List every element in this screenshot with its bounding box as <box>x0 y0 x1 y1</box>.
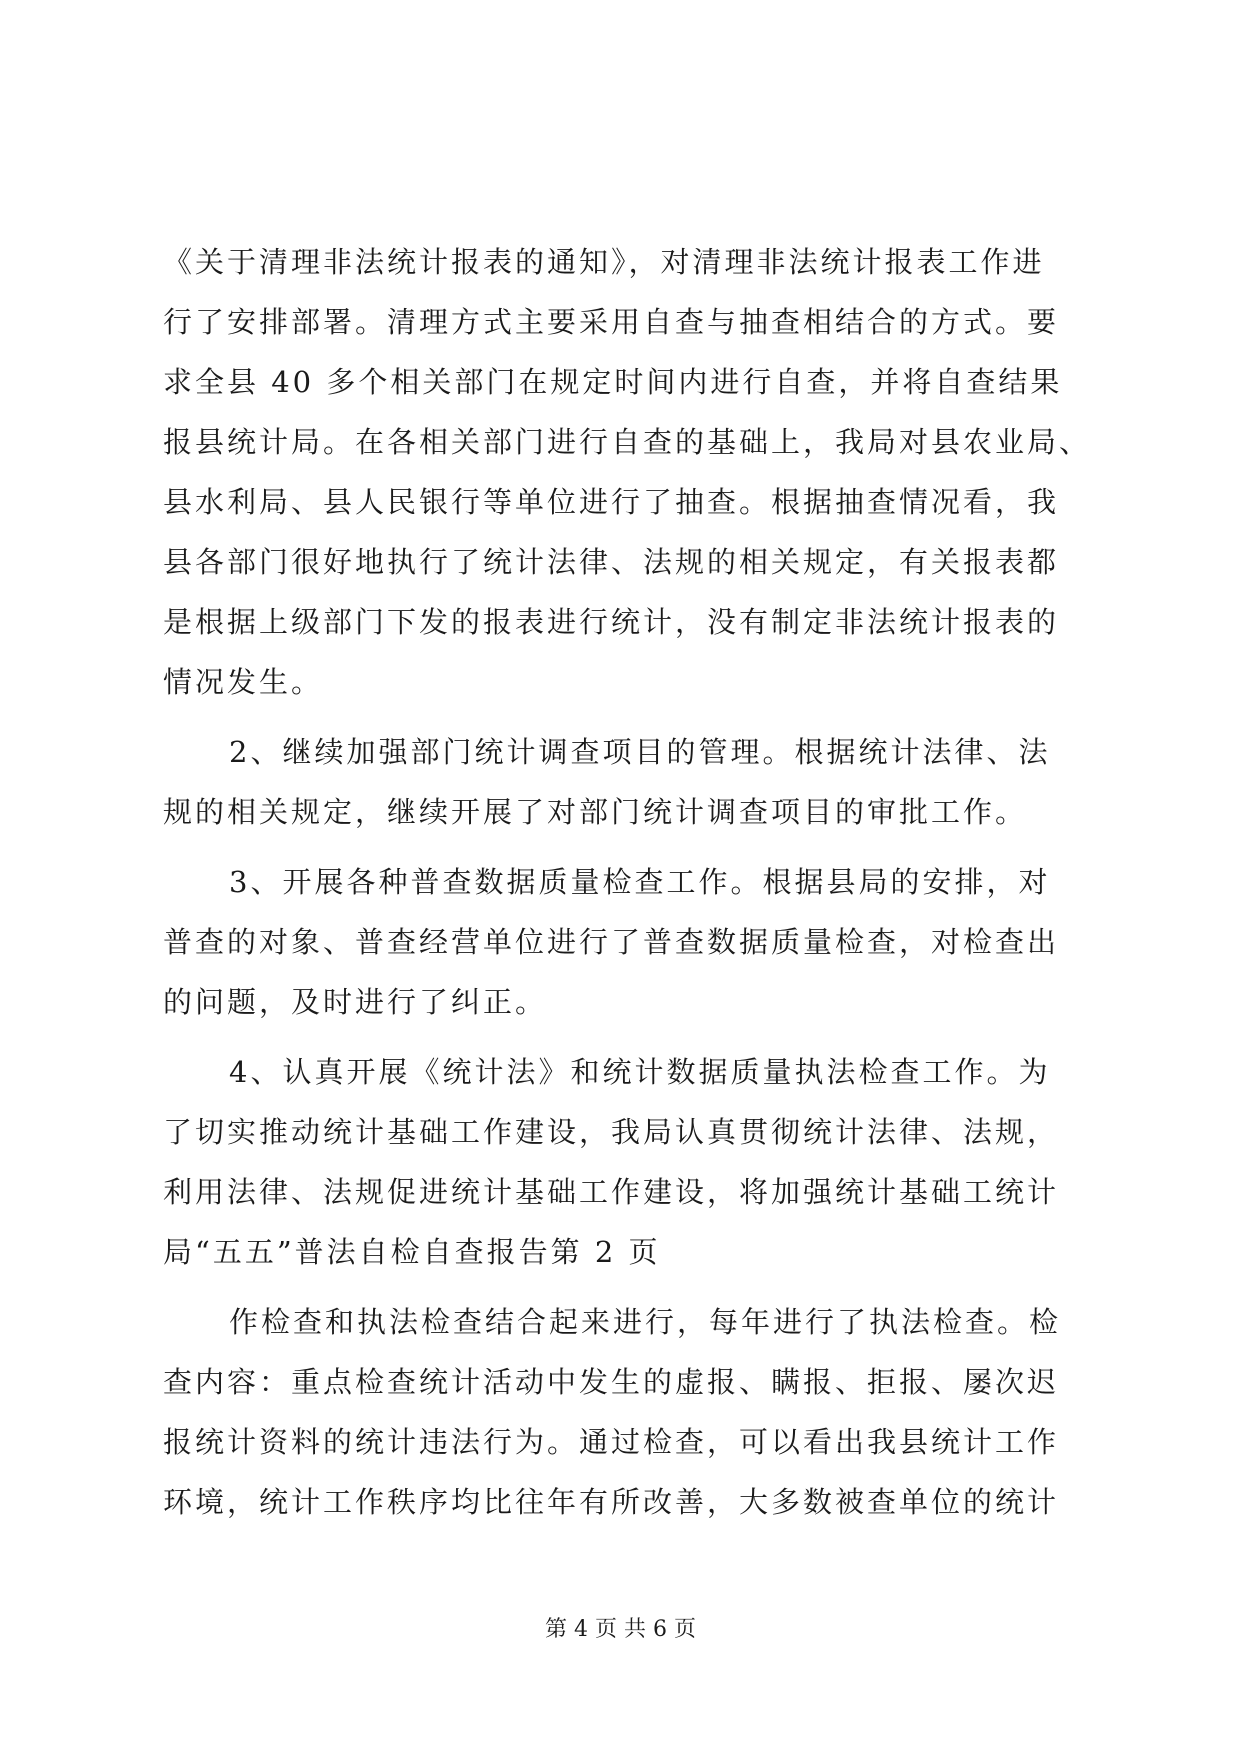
text-line: 的问题，及时进行了纠正。 <box>163 985 548 1019</box>
text-line: 作检查和执法检查结合起来进行，每年进行了执法检查。检 <box>229 1305 1062 1339</box>
text-line: 求全县 40 多个相关部门在规定时间内进行自查，并将自查结果 <box>163 365 1063 399</box>
text-line: 环境，统计工作秩序均比往年有所改善，大多数被查单位的统计 <box>163 1485 1060 1519</box>
text-line: 是根据上级部门下发的报表进行统计，没有制定非法统计报表的 <box>163 605 1060 639</box>
text-line: 局“五五”普法自检自查报告第 2 页 <box>163 1235 661 1269</box>
text-line: 2、继续加强部门统计调查项目的管理。根据统计法律、法 <box>229 735 1051 769</box>
text-line: 报县统计局。在各相关部门进行自查的基础上，我局对县农业局、 <box>163 425 1092 459</box>
text-line: 了切实推动统计基础工作建设，我局认真贯彻统计法律、法规， <box>163 1115 1060 1149</box>
text-line: 利用法律、法规促进统计基础工作建设，将加强统计基础工统计 <box>163 1175 1060 1209</box>
text-line: 情况发生。 <box>163 665 324 699</box>
text-line: 报统计资料的统计违法行为。通过检查，可以看出我县统计工作 <box>163 1425 1060 1459</box>
document-body <box>163 232 1092 1532</box>
text-line: 县水利局、县人民银行等单位进行了抽查。根据抽查情况看，我 <box>163 485 1060 519</box>
text-line: 规的相关规定，继续开展了对部门统计调查项目的审批工作。 <box>163 795 1028 829</box>
text-line: 普查的对象、普查经营单位进行了普查数据质量检查，对检查出 <box>163 925 1060 959</box>
text-line: 3、开展各种普查数据质量检查工作。根据县局的安排，对 <box>229 865 1051 899</box>
text-line: 《关于清理非法统计报表的通知》，对清理非法统计报表工作进 <box>163 245 1045 279</box>
text-line: 县各部门很好地执行了统计法律、法规的相关规定，有关报表都 <box>163 545 1060 579</box>
page-number-footer: 第 4 页 共 6 页 <box>545 1617 696 1642</box>
text-line: 查内容：重点检查统计活动中发生的虚报、瞒报、拒报、屡次迟 <box>163 1365 1060 1399</box>
text-line: 4、认真开展《统计法》和统计数据质量执法检查工作。为 <box>229 1055 1051 1089</box>
text-line: 行了安排部署。清理方式主要采用自查与抽查相结合的方式。要 <box>163 305 1060 339</box>
